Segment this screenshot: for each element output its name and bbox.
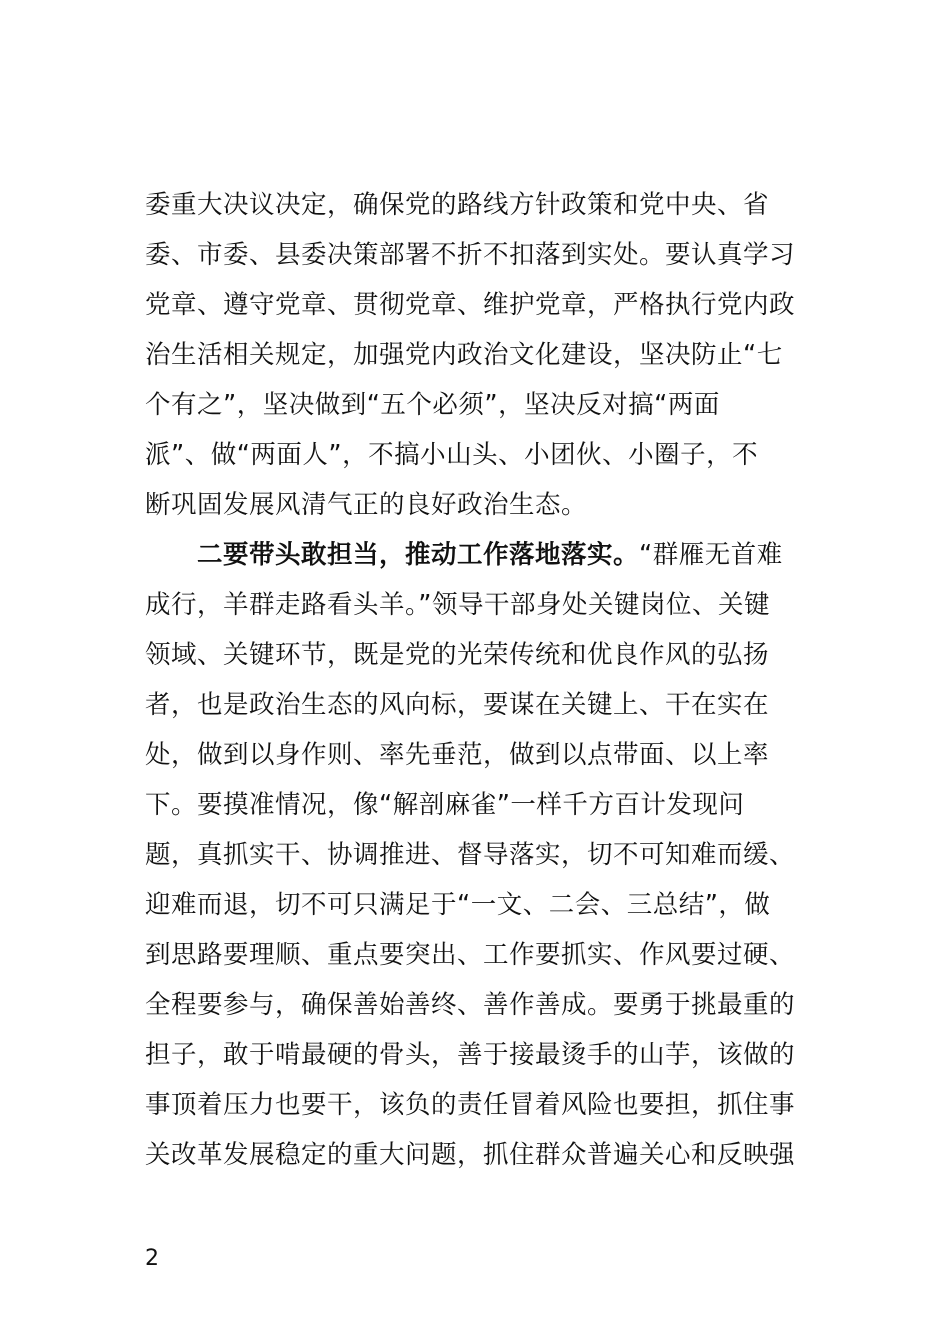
paragraph-heading: 二要带头敢担当，推动工作落地落实。 xyxy=(197,540,640,570)
body-text-line: 个有之”，坚决做到“五个必须”，坚决反对搞“两面 xyxy=(145,390,720,420)
body-text-line: 断巩固发展风清气正的良好政治生态。 xyxy=(145,490,588,520)
body-text-line: 到思路要理顺、重点要突出、工作要抓实、作风要过硬、 xyxy=(145,940,796,970)
body-text-line: 关改革发展稳定的重大问题，抓住群众普遍关心和反映强 xyxy=(145,1140,796,1170)
body-text-line: 全程要参与，确保善始善终、善作善成。要勇于挑最重的 xyxy=(145,990,796,1020)
body-text-line: 委、市委、县委决策部署不折不扣落到实处。要认真学习 xyxy=(145,240,796,270)
paragraph-heading-continuation: “群雁无首难 xyxy=(639,540,783,570)
body-text-line: 派”、做“两面人”，不搞小山头、小团伙、小圈子，不 xyxy=(145,440,759,470)
paragraph-heading-line xyxy=(197,530,813,580)
body-text-line: 委重大决议决定，确保党的路线方针政策和党中央、省 xyxy=(145,190,770,220)
body-text-line: 事顶着压力也要干，该负的责任冒着风险也要担，抓住事 xyxy=(145,1090,796,1120)
page-number: 2 xyxy=(145,1246,159,1271)
body-text-line: 题，真抓实干、协调推进、督导落实，切不可知难而缓、 xyxy=(145,840,796,870)
body-text-line: 成行，羊群走路看头羊。”领导干部身处关键岗位、关键 xyxy=(145,590,770,620)
body-text-line: 处，做到以身作则、率先垂范，做到以点带面、以上率 xyxy=(145,740,770,770)
body-text-line: 担子，敢于啃最硬的骨头，善于接最烫手的山芋，该做的 xyxy=(145,1040,796,1070)
body-text-line: 迎难而退，切不可只满足于“一文、二会、三总结”，做 xyxy=(145,890,771,920)
body-text-line: 党章、遵守党章、贯彻党章、维护党章，严格执行党内政 xyxy=(145,290,796,320)
body-text-line: 治生活相关规定，加强党内政治文化建设，坚决防止“七 xyxy=(145,340,783,370)
body-text-line: 下。要摸准情况，像“解剖麻雀”一样千方百计发现问 xyxy=(145,790,745,820)
body-text-line: 领域、关键环节，既是党的光荣传统和优良作风的弘扬 xyxy=(145,640,770,670)
body-text-line: 者，也是政治生态的风向标，要谋在关键上、干在实在 xyxy=(145,690,770,720)
